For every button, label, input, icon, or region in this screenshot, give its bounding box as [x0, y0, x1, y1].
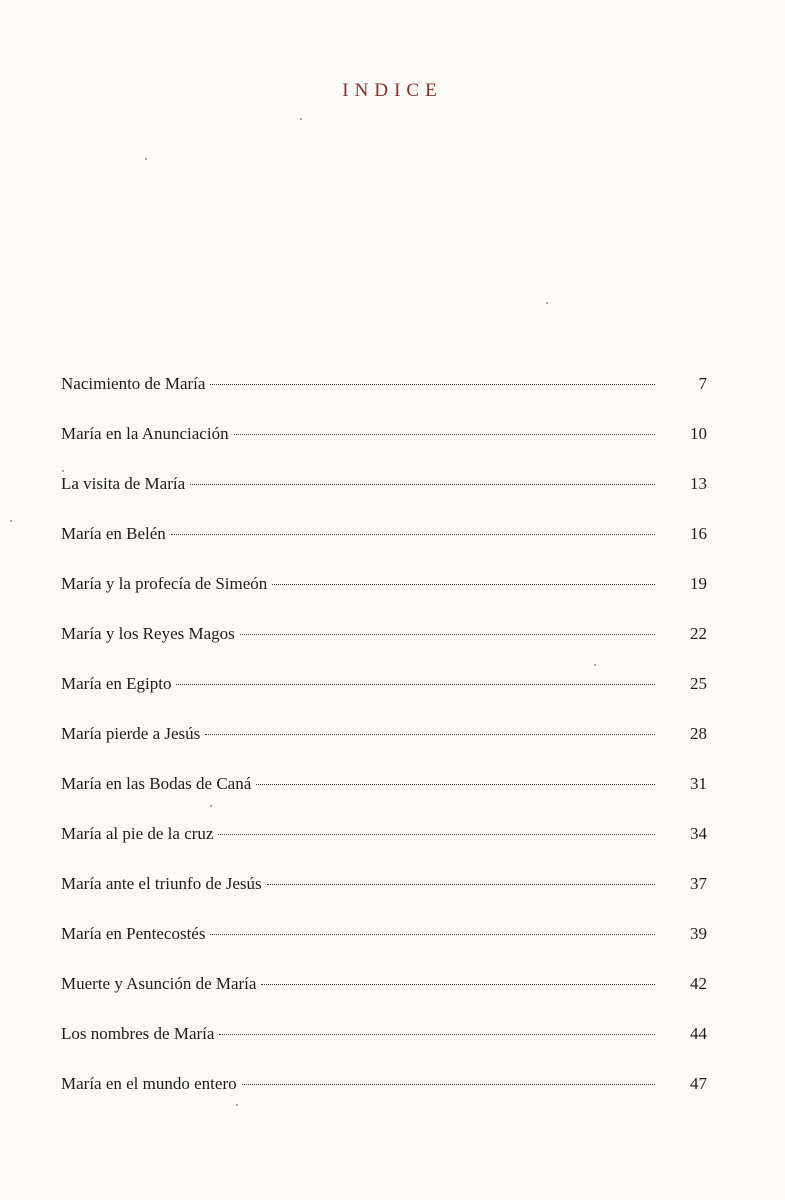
toc-entry — [61, 1074, 707, 1124]
toc-entry — [61, 974, 707, 1024]
toc-entry — [61, 374, 707, 424]
toc-page-number: 25 — [690, 674, 707, 693]
page-title: INDICE — [342, 80, 443, 101]
paper-speck — [210, 805, 212, 807]
dot-leader — [267, 884, 655, 885]
dot-leader — [190, 484, 655, 485]
dot-leader — [210, 934, 655, 935]
toc-entry-title: María en Pentecostés — [61, 924, 206, 943]
toc-entry-title: María ante el triunfo de Jesús — [61, 874, 262, 893]
toc-page-number: 34 — [690, 824, 707, 843]
paper-speck — [236, 1104, 238, 1106]
toc-entry-title: María y la profecía de Simeón — [61, 574, 268, 593]
toc-entry-title: La visita de María — [61, 474, 186, 493]
toc-page-number: 10 — [690, 424, 707, 443]
dot-leader — [176, 684, 655, 685]
dot-leader — [272, 584, 655, 585]
toc-entry-title: María en las Bodas de Caná — [61, 774, 252, 793]
toc-entry — [61, 774, 707, 824]
toc-entry-title: Los nombres de María — [61, 1024, 215, 1043]
toc-entry-title: María en Belén — [61, 524, 166, 543]
dot-leader — [219, 1034, 655, 1035]
toc-entry-title: María en Egipto — [61, 674, 172, 693]
paper-speck — [62, 470, 64, 472]
toc-page-number: 37 — [690, 874, 707, 893]
toc-entry — [61, 724, 707, 774]
dot-leader — [261, 984, 655, 985]
toc-page-number: 44 — [690, 1024, 707, 1043]
table-of-contents — [61, 374, 707, 1124]
toc-entry-title: Muerte y Asunción de María — [61, 974, 257, 993]
dot-leader — [171, 534, 655, 535]
dot-leader — [234, 434, 655, 435]
toc-entry-title: María en la Anunciación — [61, 424, 229, 443]
toc-page-number: 22 — [690, 624, 707, 643]
toc-entry-title: María y los Reyes Magos — [61, 624, 235, 643]
toc-entry — [61, 574, 707, 624]
toc-entry — [61, 874, 707, 924]
paper-speck — [145, 158, 147, 160]
toc-entry — [61, 474, 707, 524]
toc-page-number: 28 — [690, 724, 707, 743]
paper-speck — [546, 302, 548, 304]
dot-leader — [218, 834, 655, 835]
toc-entry-title: Nacimiento de María — [61, 374, 206, 393]
paper-speck — [10, 520, 12, 522]
toc-entry — [61, 524, 707, 574]
paper-speck — [594, 664, 596, 666]
toc-page-number: 13 — [690, 474, 707, 493]
toc-entry-title: María al pie de la cruz — [61, 824, 214, 843]
toc-entry — [61, 674, 707, 724]
toc-page-number: 31 — [690, 774, 707, 793]
toc-entry-title: María en el mundo entero — [61, 1074, 237, 1093]
toc-page-number: 16 — [690, 524, 707, 543]
toc-entry — [61, 1024, 707, 1074]
dot-leader — [256, 784, 655, 785]
dot-leader — [205, 734, 655, 735]
paper-speck — [300, 118, 302, 120]
toc-entry — [61, 424, 707, 474]
toc-entry — [61, 924, 707, 974]
dot-leader — [240, 634, 655, 635]
toc-entry — [61, 824, 707, 874]
toc-page-number: 47 — [690, 1074, 707, 1093]
toc-entry — [61, 624, 707, 674]
dot-leader — [210, 384, 655, 385]
toc-page-number: 19 — [690, 574, 707, 593]
toc-page-number: 42 — [690, 974, 707, 993]
toc-entry-title: María pierde a Jesús — [61, 724, 201, 743]
dot-leader — [242, 1084, 655, 1085]
toc-page-number: 7 — [698, 374, 707, 393]
toc-page-number: 39 — [690, 924, 707, 943]
